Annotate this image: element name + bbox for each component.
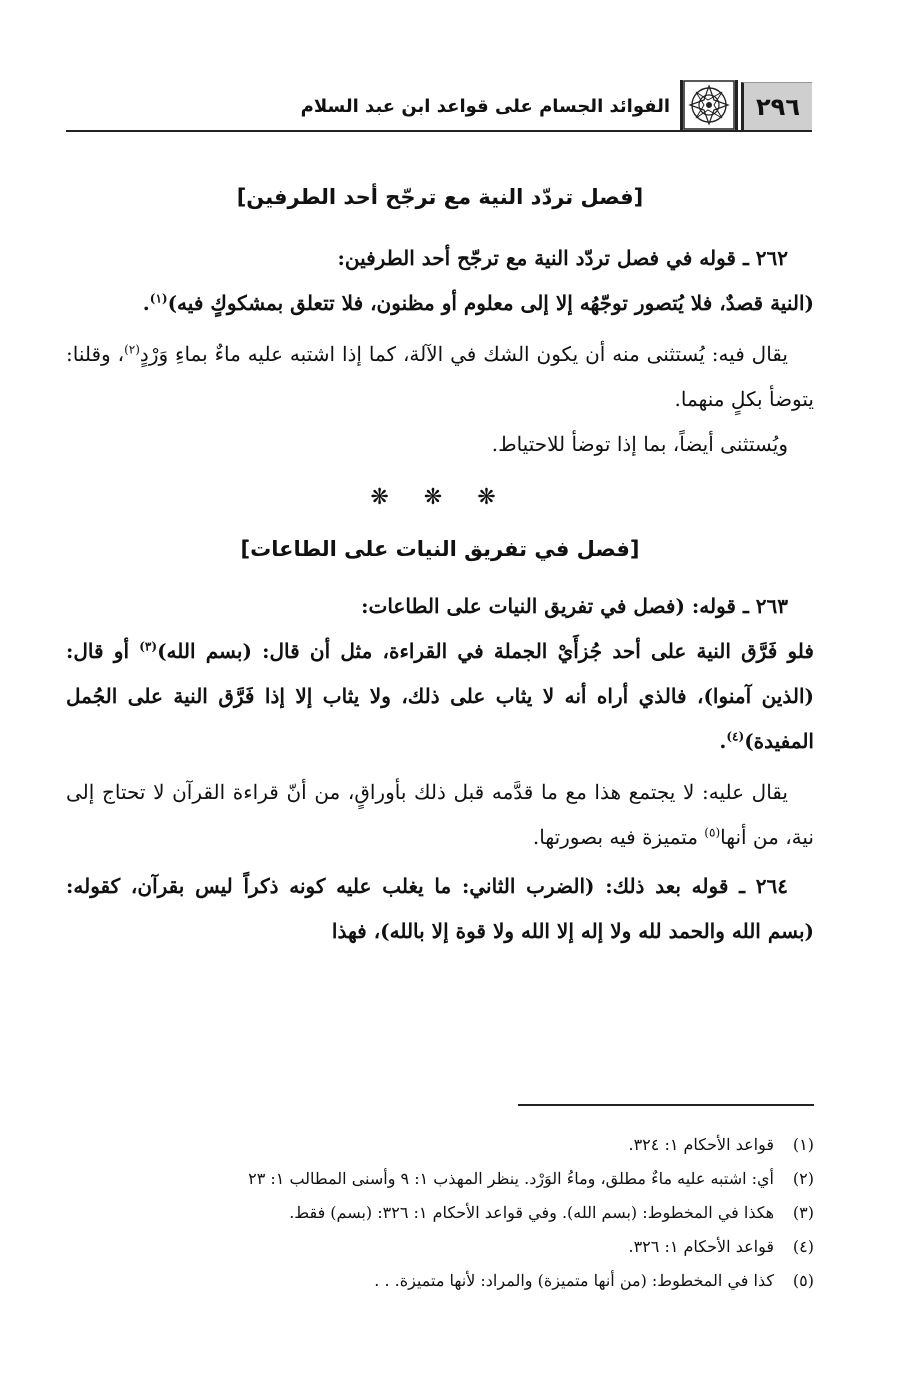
quote-text: (النية قصدٌ، فلا يُتصور توجّهُه إلا إلى معلوم أو مظنون، فلا تتعلق بمشكوكٍ فيه) [167,291,814,315]
footnote-5 [68,1264,814,1298]
quote-text: فلو فَرَّق النية على أحد جُزأَيْ الجملة في القراءة، مثل أن قال: (بسم الله) [157,639,814,663]
footnote-number: (٤) [792,1237,814,1256]
reply-text: يقال فيه: يُستثنى منه أن يكون الشك في الآلة، كما إذا اشتبه عليه ماءٌ بماءِ وَرْدٍ [139,342,788,366]
header-rule [66,130,812,132]
quote-text-cont: أو قال: (الذين آمنوا)، فالذي أراه أنه لا يثاب على ذلك، ولا يثاب إلا إذا فَرَّق النية على الجُمل المفيدة) [66,639,814,753]
footnotes [68,1128,814,1298]
footnote-3 [68,1196,814,1230]
section-heading: [فصل تردّد النية مع ترجّح أحد الطرفين] [236,185,644,209]
footnote-ref[interactable]: (٢) [124,342,140,357]
main-text [66,178,814,954]
entry-number: ٢٦٢ ـ [742,246,788,270]
reply-text: يقال عليه: لا يجتمع هذا مع ما قدَّمه قبل ذلك بأوراقٍ، من أنّ قراءة القرآن لا تحتاج إلى نية، من أنها [66,780,814,849]
footnote-number: (٢) [792,1169,814,1188]
footnote-4 [68,1230,814,1264]
footnote-2 [68,1162,814,1196]
entry-number: ٢٦٤ ـ [739,874,789,898]
section-heading: [فصل في تفريق النيات على الطاعات] [240,537,640,561]
entry-262-quote: (النية قصدٌ، فلا يُتصور توجّهُه إلا إلى معلوم أو مظنون، فلا تتعلق بمشكوكٍ فيه)$^{(١)}$. [142,291,814,315]
entry-263-lead [66,584,814,629]
footnote-ref[interactable]: (١) [149,291,168,306]
running-header [66,76,812,132]
entry-lead-text: قوله: (فصل في تفريق النيات على الطاعات: [361,594,736,618]
running-title: الفوائد الجسام على قواعد ابن عبد السلام [300,96,670,117]
footnote-rule [518,1104,814,1106]
footnote-text: قواعد الأحكام ١: ٣٢٤. [628,1135,774,1154]
entry-262-reply-2: ويُستثنى أيضاً، بما إذا توضأ للاحتياط. [491,432,788,456]
footnote-text: كذا في المخطوط: (من أنها متميزة) والمراد: لأنها متميزة. . . [374,1271,774,1290]
footnote-text: هكذا في المخطوط: (بسم الله). وفي قواعد الأحكام ١: ٣٢٦: (بسم) فقط. [289,1203,774,1222]
entry-263-quote: فلو فَرَّق النية على أحد جُزأَيْ الجملة في القراءة، مثل أن قال: (بسم الله)$^{(٣)}$ أو قال: (الذين آمنوا)، فالذي أراه أنه لا يثاب على ذلك، ولا يثاب إلا إذا فَرَّق النية على الجُمل المفيدة)$^{(٤)}$. [66,639,814,753]
footnote-ref[interactable]: (٣) [139,639,158,654]
footnote-1 [68,1128,814,1162]
entry-lead-text: قوله في فصل تردّد النية مع ترجّح أحد الطرفين: [337,246,736,270]
entry-text: قوله بعد ذلك: (الضرب الثاني: ما يغلب عليه كونه ذكراً ليس بقرآن، كقوله: (بسم الله والحمد لله ولا إله إلا الله ولا قوة إلا بالله)، فهذا [66,874,814,943]
footnote-text: أي: اشتبه عليه ماءٌ مطلق، وماءُ الوَرْد. ينظر المهذب ١: ٩ وأسنى المطالب ١: ٢٣ [248,1169,774,1188]
footnote-number: (٣) [792,1203,814,1222]
entry-number: ٢٦٣ ـ [742,594,788,618]
geometric-ornament-icon [680,80,738,130]
entry-262-lead [66,236,814,281]
reply-text-end: ، وقلنا: يتوضأ بكلٍ منهما. [66,342,814,411]
page-number: ٢٩٦ [741,82,812,131]
section-divider-icon: ❋ ❋ ❋ [370,485,510,510]
footnote-number: (١) [792,1135,814,1154]
entry-262-reply [66,332,814,422]
footnote-number: (٥) [792,1271,814,1290]
entry-264 [66,864,814,954]
entry-263-reply [66,770,814,860]
footnote-ref[interactable]: (٥) [704,825,721,840]
footnote-ref[interactable]: (٤) [726,729,745,744]
footnote-text: قواعد الأحكام ١: ٣٢٦. [628,1237,774,1256]
reply-text-end: متميزة فيه بصورتها. [532,825,705,849]
